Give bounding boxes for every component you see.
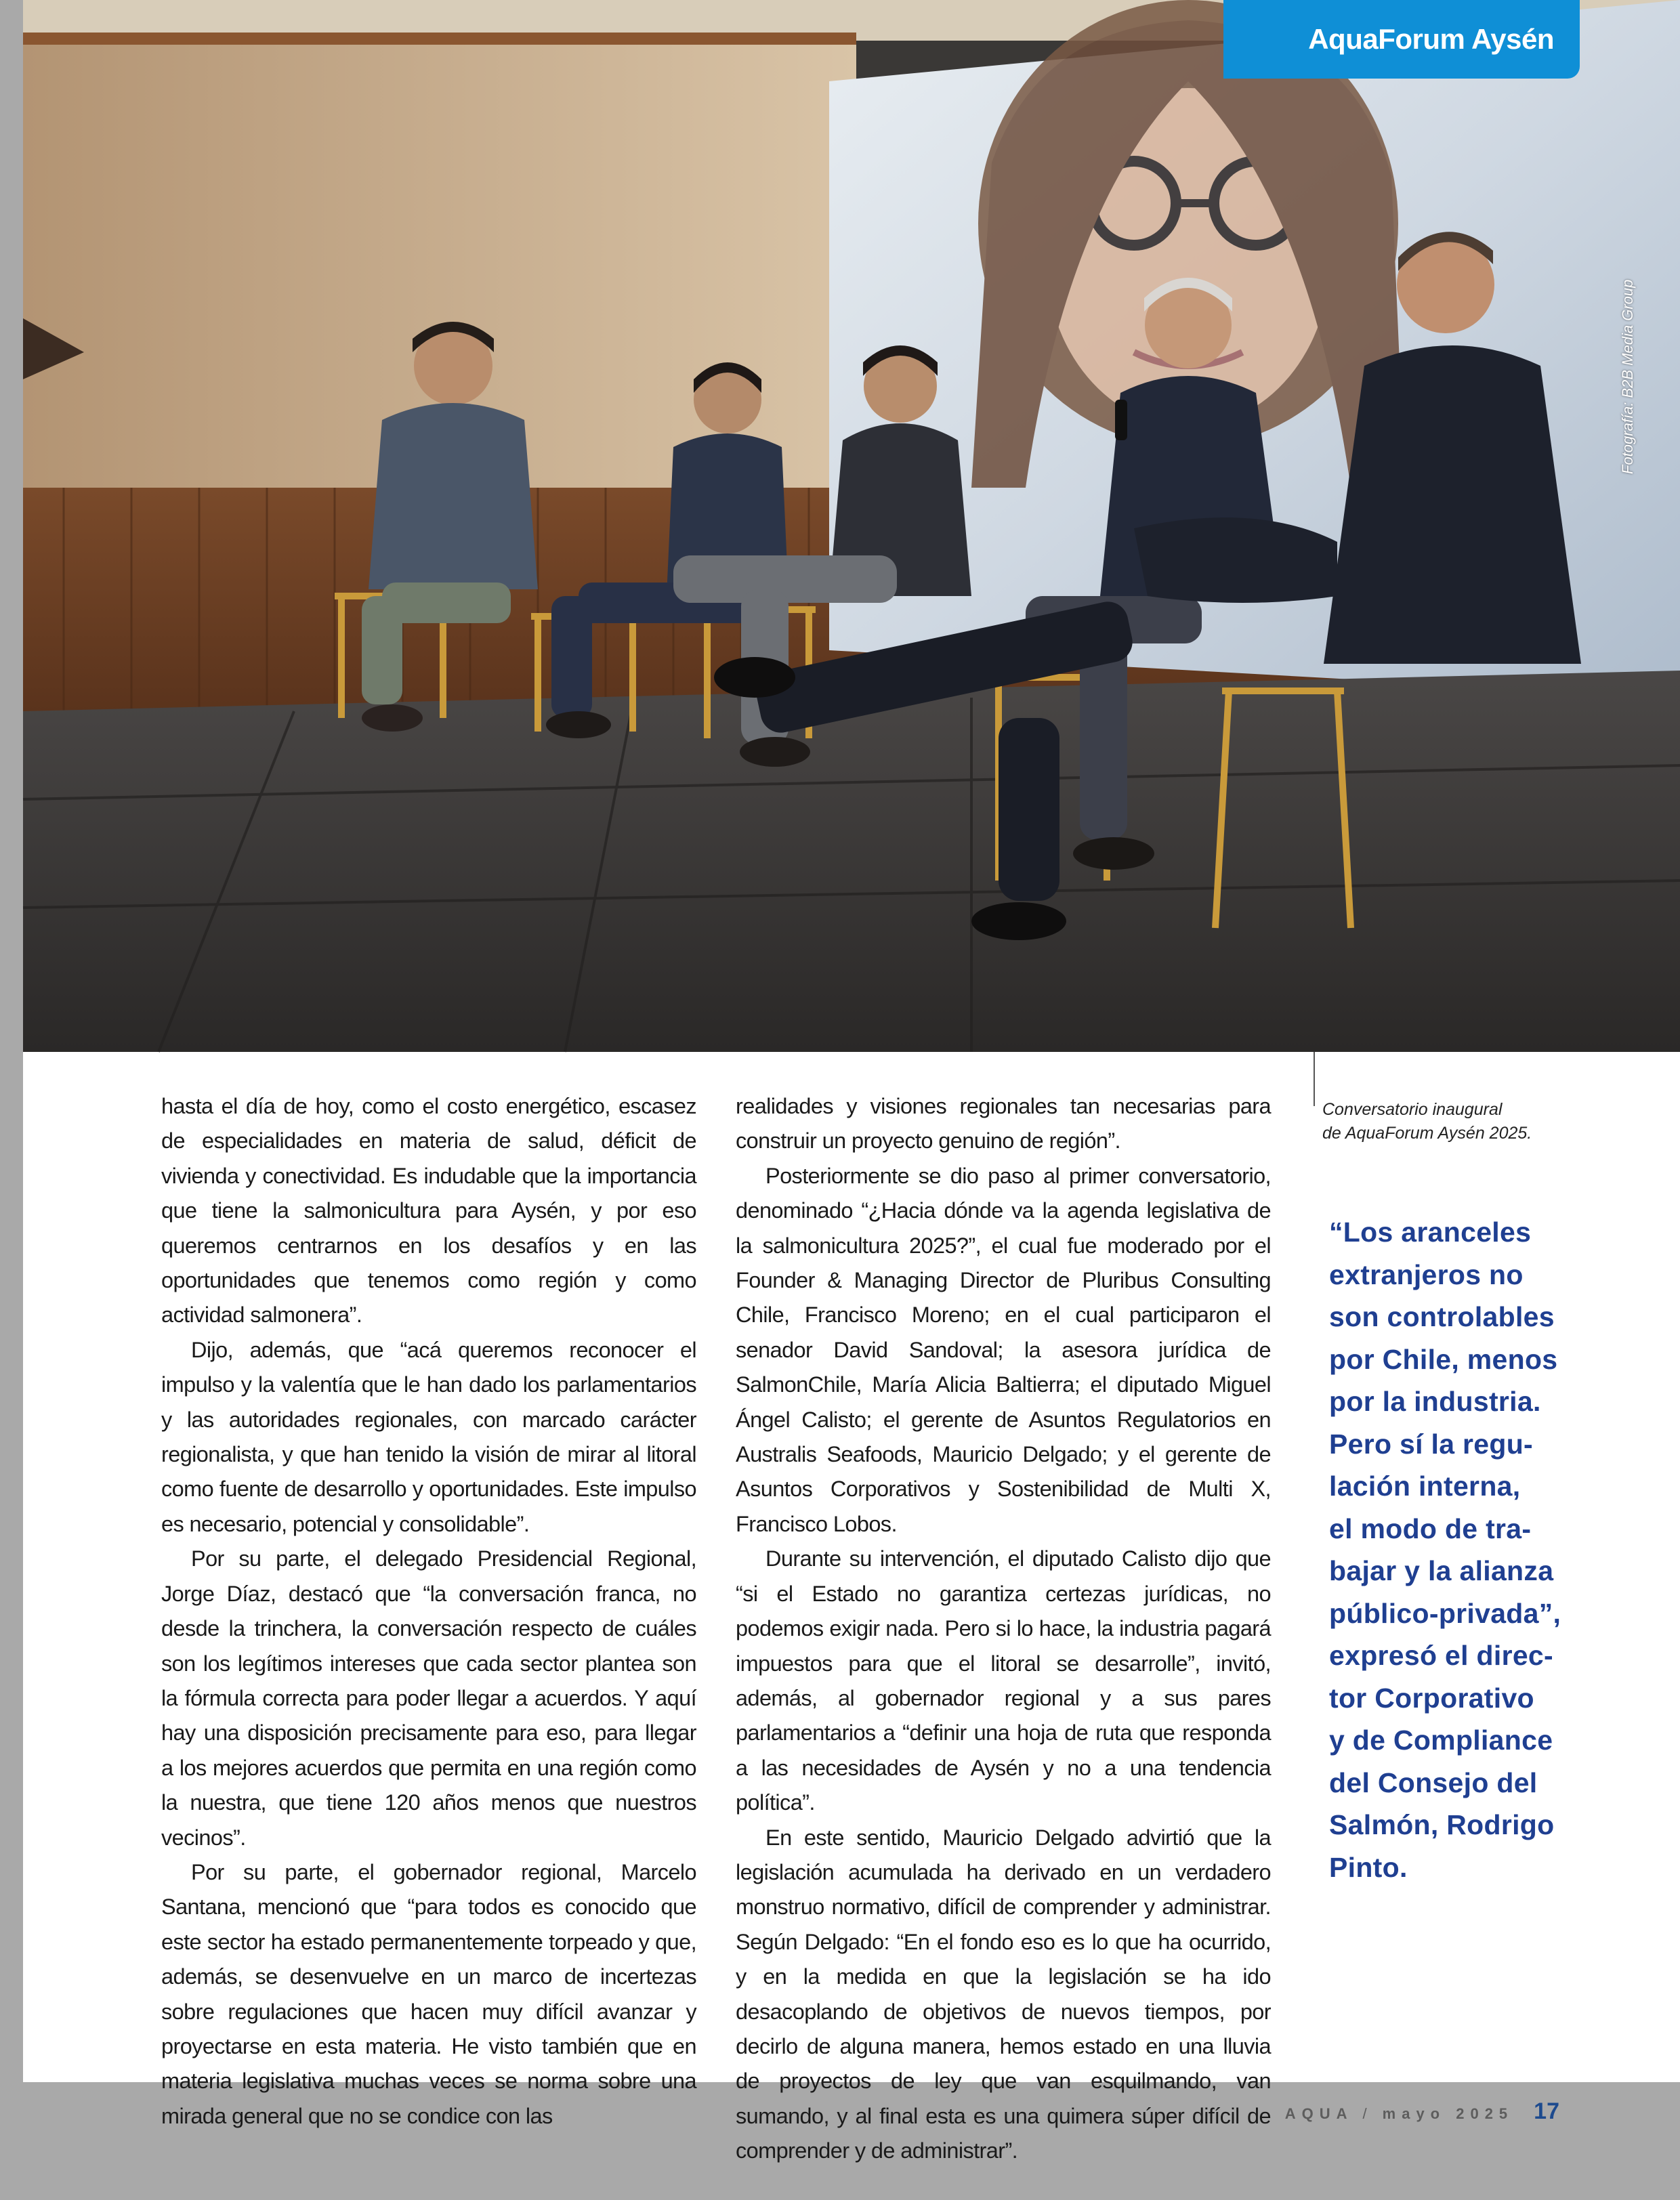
photo-caption [1322,1098,1607,1145]
panel-discussion-illustration [23,0,1680,1052]
paragraph: Por su parte, el gobernador regional, Marcelo Santana, mencionó que “para todos es conocido que este sector ha estado permanentemente torpeado y que, además, se desenvuelve en un marco de incertezas sobre regulaciones que hacen muy difícil avanzar y proyectarse en esta materia. He visto también que en materia legislativa muchas veces se norma sobre una mirada general que no se condice con las [161,1859,696,2128]
photo-credit: Fotografía: B2B Media Group [1619,279,1636,474]
pull-quote-line: Salmón, Rodrigo [1329,1809,1555,1840]
panel-photo [23,0,1680,1052]
paragraph: Dijo, además, que “acá queremos reconocer el impulso y la valentía que le han dado los parlamentarios y las autoridades regionales, con marcado carácter regionalista, y que han tenido la visión de mirar al litoral como fuente de desarrollo y oportunidades. Este impulso es necesario, potencial y consolidable”. [161,1337,696,1536]
pull-quote-line: “Los aranceles [1329,1217,1532,1248]
paragraph: En este sentido, Mauricio Delgado advirtió que la legislación acumulada ha derivado en un verdadero monstruo normativo, difícil de comprender y administrar. Según Delgado: “En el fondo eso es lo que ha ocurrido, y en la medida en que la legislación se ha ido desacoplando de objetivos de nuevos tiempos, por decirlo de alguna manera, hemos estado en una lluvia de proyectos de ley que van esquilmando, van sumando, y al final esta es una quimera súper difícil de comprender y de administrar”. [736,1825,1271,2163]
article-column-2 [736,1089,1271,2169]
page-footer [1285,2098,1559,2125]
pull-quote-line: extranjeros no [1329,1258,1524,1290]
caption-line: Conversatorio inaugural [1322,1100,1503,1119]
paragraph: hasta el día de hoy, como el costo energético, escasez de especialidades en materia de salud, déficit de vivienda y conectividad. Es indudable que la importancia que tiene la salmonicultura para Aysén, y por eso queremos centrarnos en los desafíos y en las oportunidades que tenemos como región y como actividad salmonera”. [161,1094,696,1328]
section-tab: AquaForum Aysén [1223,0,1580,79]
paragraph: Posteriormente se dio paso al primer conversatorio, denominado “¿Hacia dónde va la agenda legislativa de la salmonicultura 2025?”, el cual fue moderado por el Founder & Managing Director de Pluribus Consulting Chile, Francisco Moreno; en el cual participaron el senador David Sandoval; la asesora jurídica de SalmonChile, María Alicia Baltierra; el diputado Miguel Ángel Calisto; el gerente de Asuntos Regulatorios en Australis Seafoods, Mauricio Delgado; y el gerente de Asuntos Corporativos y Sostenibilidad de Multi X, Francisco Lobos. [736,1163,1271,1536]
pull-quote-line: expresó el direc- [1329,1640,1553,1671]
pull-quote-line: público-privada”, [1329,1597,1561,1629]
pull-quote-line: Pinto. [1329,1851,1408,1883]
article-column-1 [161,1089,696,2134]
pull-quote-line: son controlables [1329,1301,1555,1332]
pull-quote-line: por Chile, menos [1329,1343,1558,1375]
magazine-name: AQUA [1284,2105,1353,2122]
page-number: 17 [1534,2098,1559,2124]
pull-quote-line: el modo de tra- [1329,1512,1532,1544]
caption-line: de AquaForum Aysén 2025. [1322,1124,1532,1143]
pull-quote-line: Pero sí la regu- [1329,1428,1534,1460]
pull-quote-line: y de Compliance [1329,1725,1553,1756]
caption-rule [1314,1052,1315,1106]
pull-quote-line: bajar y la alianza [1329,1555,1554,1586]
paragraph: Durante su intervención, el diputado Calisto dijo que “si el Estado no garantiza certezas jurídicas, no podemos exigir nada. Pero si lo hace, la industria pagará impuestos para que el litoral se desarrolle”, invitó, además, al gobernador regional y a sus pares parlamentarios a “definir una hoja de ruta que responda a las necesidades de Aysén y no a una tendencia política”. [736,1546,1271,1815]
issue-date: mayo 2025 [1382,2105,1514,2122]
paragraph: realidades y visiones regionales tan necesarias para construir un proyecto genuino de región”. [736,1094,1271,1154]
pull-quote-line: lación interna, [1329,1471,1521,1502]
pull-quote-line: tor Corporativo [1329,1682,1534,1714]
pull-quote-line: del Consejo del [1329,1767,1538,1798]
pull-quote-line: por la industria. [1329,1386,1541,1417]
footer-separator: / [1362,2105,1373,2122]
paragraph: Por su parte, el delegado Presidencial Regional, Jorge Díaz, destacó que “la conversación franca, no desde la trinchera, la conversación respecto de cuáles son los legítimos intereses que cada sector plantea son la fórmula correcta para poder llegar a acuerdos. Y aquí hay una disposición precisamente para eso, para llegar a los mejores acuerdos que permita en una región como la nuestra, que tiene 120 años menos que nuestros vecinos”. [161,1546,696,1850]
pull-quote [1329,1211,1600,1888]
